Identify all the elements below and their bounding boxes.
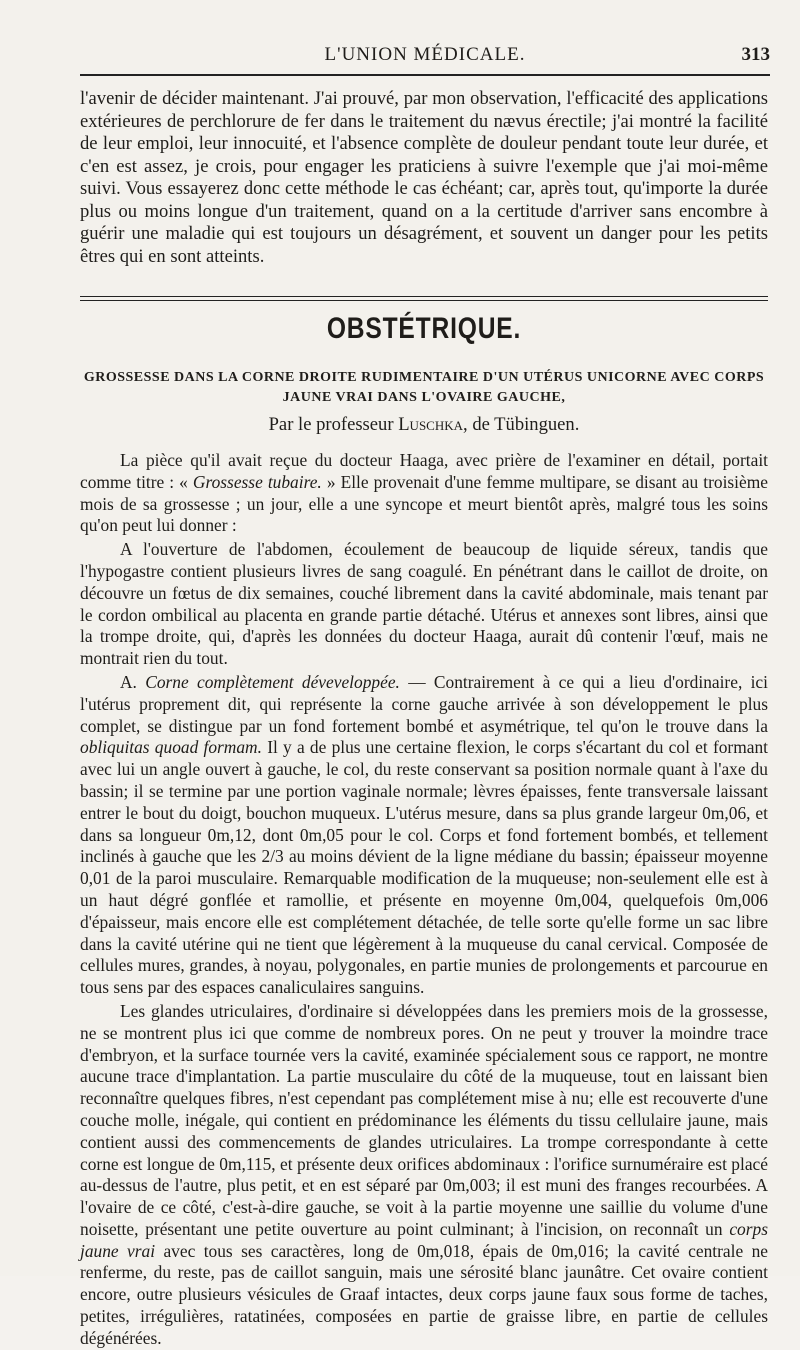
author-name: Luschka	[398, 414, 464, 435]
p1-text-a: La pièce qu'il avait reçue du docteur Haaga, avec prière de l'examiner en détail, portait comme titre : «	[80, 450, 768, 492]
paragraph-3	[80, 672, 768, 999]
intro-paragraph: l'avenir de décider maintenant. J'ai prouvé, par mon observation, l'efficacité des applications extérieures de perchlorure de fer dans le traitement du nævus érectile; j'ai montré la facilité de leur emploi, leur innocuité, et l'absence complète de douleur pendant toute leur durée, et c'en est assez, je crois, pour engager les praticiens à suivre l'exemple que j'ai moi-même suivi. Vous essayerez donc cette méthode le cas échéant; car, après tout, qu'importe la durée plus ou moins longue d'un traitement, quand on a la certitude d'arriver sans encombre à guérir une maladie qui est toujours un désagrément, et souvent un danger pour les petits êtres qui en sont atteints.	[80, 88, 768, 267]
section-title: OBSTÉTRIQUE.	[326, 312, 522, 345]
p3-label: A.	[120, 671, 137, 692]
p3-italic-latin: obliquitas quoad formam.	[80, 737, 262, 758]
p1-italic: Grossesse tubaire.	[192, 471, 322, 492]
article-body	[80, 450, 768, 1350]
section-divider-top	[80, 296, 768, 297]
section-divider-bottom	[80, 300, 768, 301]
p3-text-b: Il y a de plus une certaine flexion, le corps s'écartant du col et formant avec lui un angle ouvert à gauche, le col, du reste conservant sa position normale quant à l'axe du bassin; il se termine par une portion vaginale normale; lèvres épaisses, fente transversale laissant entrer le bout du doigt, bouchon muqueux. L'utérus mesure, dans sa plus grande largeur 0m,06, et dans sa longueur 0m,12, dont 0m,05 pour le col. Corps et fond fortement bombés, et tellement inclinés à gauche que les 2/3 au moins dévient de la ligne médiane du bassin; épaisseur moyenne 0,01 de la paroi musculaire. Remarquable modification de la muqueuse; non-seulement elle est à un haut dégré gonflée et ramollie, et présente en moyenne 0m,004, quelquefois 0m,006 d'épaisseur, mais encore elle est complétement détachée, de telle sorte qu'elle forme un sac libre dans la cavité utérine qui ne tient que légèrement à la muqueuse du canal cervical. Composée de cellules mures, grandes, à noyau, polygonales, en partie munies de prolongements et parcourue en tous sens par des espaces canaliculaires sanguins.	[80, 737, 768, 998]
p4-text-b: avec tous ses caractères, long de 0m,018, épais de 0m,016; la cavité centrale ne renferme, du reste, pas de caillot sanguin, mais une sérosité blanc jaunâtre. Cet ovaire contient encore, outre plusieurs vésicules de Graaf intactes, deux corps jaune faux sous forme de taches, petites, irrégulières, ratatinées, composées en partie de graisse libre, en partie de cellules dégénérées.	[80, 1240, 768, 1348]
byline-suffix: , de Tübinguen.	[463, 414, 580, 435]
p1-text-b: » Elle provenait d'une femme multipare, se disant au troisième mois de sa grossesse ; un jour, elle a une syncope et meurt bientôt après, malgré tous les soins qu'on peut lui donner :	[80, 471, 768, 536]
paragraph-2: A l'ouverture de l'abdomen, écoulement de beaucoup de liquide séreux, tandis que l'hypogastre contient plusieurs livres de sang coagulé. En pénétrant dans le caillot de droite, on découvre un fœtus de dix semaines, couché librement dans la cavité abdominale, mais tenant par le cordon ombilical au placenta en grande partie détaché. Utérus et annexes sont libres, ainsi que la trompe droite, qui, d'après les données du docteur Haaga, aurait dû contenir l'œuf, mais ne montrait rien du tout.	[80, 539, 768, 669]
journal-title: L'UNION MÉDICALE.	[324, 44, 526, 65]
paragraph-1	[80, 450, 768, 537]
p4-text-a: Les glandes utriculaires, d'ordinaire si développées dans les premiers mois de la grossesse, ne se montrent plus ici que comme de nombreux pores. On ne peut y trouver la moindre trace d'embryon, et la surface tournée vers la cavité, examinée spécialement sous ce rapport, ne montre aucune trace d'implantation. La partie musculaire du côté de la muqueuse, tout en laissant bien reconnaître quelques fibres, n'est cependant pas complétement mise à nu; elle est recouverte d'une couche molle, inégale, qui contient en prédominance les éléments du tissu cellulaire jaune, mais contient aussi des commencements de glandes utriculaires. La trompe correspondante à cette corne est longue de 0m,115, et présente deux orifices abdominaux : l'orifice surnuméraire est placé au-dessus de l'autre, plus petit, et en est séparé par 0m,003; il est muni des franges recourbées. A l'ovaire de ce côté, c'est-à-dire gauche, se voit à la partie moyenne une saillie du volume d'une noisette, présentant une petite ouverture au point culminant; à l'incision, on reconnaît un	[80, 1000, 768, 1239]
paragraph-4	[80, 1001, 768, 1350]
p3-italic-heading: Corne complètement déveveloppée.	[145, 671, 400, 692]
byline-prefix: Par le professeur	[268, 414, 394, 435]
article-byline	[80, 414, 768, 436]
page-number: 313	[741, 44, 770, 65]
header-rule	[80, 74, 770, 76]
running-header	[80, 44, 770, 72]
p4-italic: corps jaune vrai	[80, 1218, 768, 1261]
article-title: GROSSESSE DANS LA CORNE DROITE RUDIMENTAIRE D'UN UTÉRUS UNICORNE AVEC CORPS JAUNE VRAI DANS L'OVAIRE GAUCHE,	[83, 370, 765, 405]
p3-text-a: — Contrairement à ce qui a lieu d'ordinaire, ici l'utérus proprement dit, qui représente la corne gauche arrivée à son développement le plus complet, se distingue par un fond fortement bombé et asymétrique, tel qu'on le trouve dans la	[80, 671, 768, 736]
